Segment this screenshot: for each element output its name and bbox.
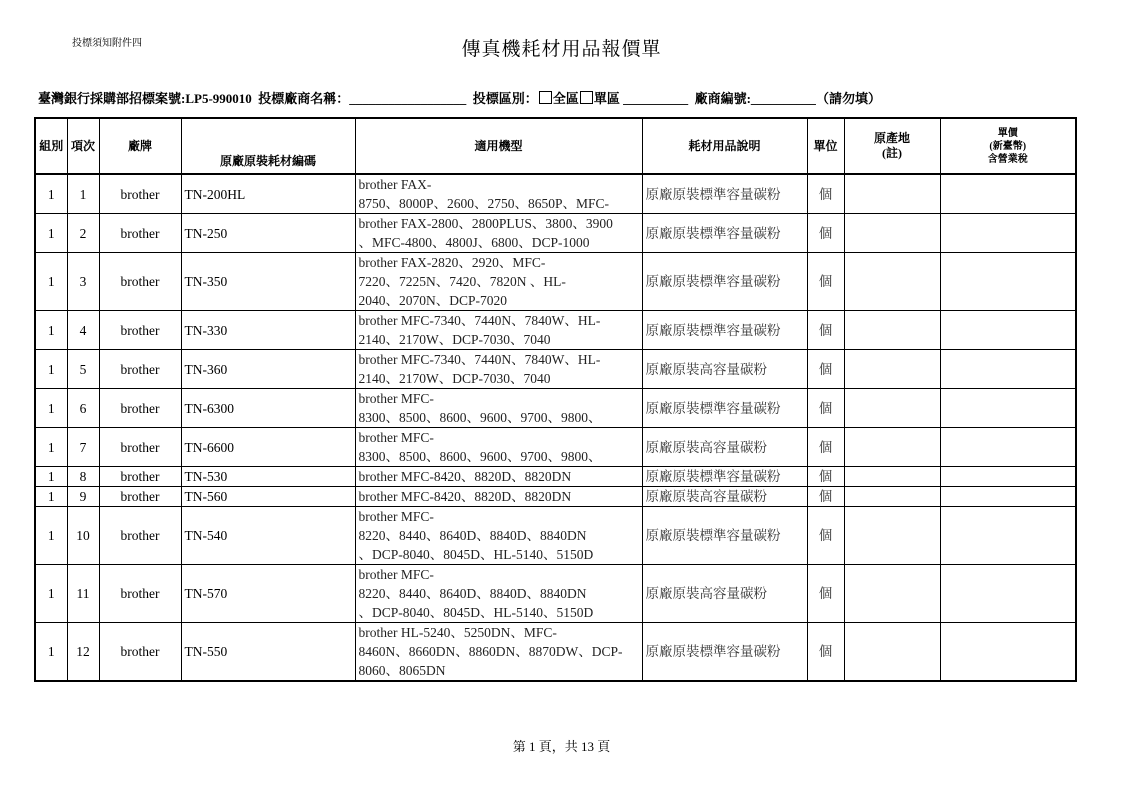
desc-cell: 原廠原裝高容量碳粉 [642, 350, 807, 389]
table-row [35, 174, 1076, 214]
model-line: 8460N、8660DN、8860DN、8870DW、DCP- [358, 644, 623, 659]
origin-cell [844, 565, 940, 623]
origin-cell [844, 311, 940, 350]
group-cell: 1 [35, 623, 67, 682]
header-price-line1: 單價 [997, 127, 1018, 139]
model-line: brother MFC-7340、7440N、7840W、HL- [358, 313, 601, 328]
desc-cell: 原廠原裝標準容量碳粉 [642, 467, 807, 487]
table-row [35, 214, 1076, 253]
origin-cell [844, 467, 940, 487]
group-cell: 1 [35, 311, 67, 350]
model-line: brother MFC- [358, 430, 434, 445]
brand-cell: brother [99, 623, 181, 682]
brand-cell: brother [99, 565, 181, 623]
code-cell: TN-250 [181, 214, 355, 253]
header-price [940, 118, 1076, 174]
group-cell: 1 [35, 350, 67, 389]
item-cell: 2 [67, 214, 99, 253]
model-line: 8750、8000P、2600、2750、8650P、MFC- [358, 196, 610, 211]
group-cell: 1 [35, 389, 67, 428]
header-group: 組別 [35, 118, 67, 174]
header-unit: 單位 [807, 118, 844, 174]
unit-cell: 個 [807, 467, 844, 487]
group-cell: 1 [35, 487, 67, 507]
models-cell [355, 623, 642, 682]
header-desc: 耗材用品說明 [642, 118, 807, 174]
origin-cell [844, 350, 940, 389]
model-line: 7220、7225N、7420、7820N 、HL- [358, 274, 566, 289]
table-row [35, 389, 1076, 428]
origin-cell [844, 428, 940, 467]
code-cell: TN-560 [181, 487, 355, 507]
model-line: brother MFC-8420、8820D、8820DN [358, 489, 572, 504]
price-cell [940, 174, 1076, 214]
header-origin-line1: 原產地 [873, 131, 910, 145]
header-brand: 廠牌 [99, 118, 181, 174]
unit-cell: 個 [807, 350, 844, 389]
price-cell [940, 350, 1076, 389]
brand-cell: brother [99, 428, 181, 467]
price-cell [940, 467, 1076, 487]
group-cell: 1 [35, 565, 67, 623]
origin-cell [844, 214, 940, 253]
price-cell [940, 311, 1076, 350]
brand-cell: brother [99, 389, 181, 428]
desc-cell: 原廠原裝標準容量碳粉 [642, 389, 807, 428]
desc-cell: 原廠原裝標準容量碳粉 [642, 214, 807, 253]
vendor-number-field: 廠商編號:__________ [688, 91, 816, 106]
price-cell [940, 253, 1076, 311]
origin-cell [844, 507, 940, 565]
item-cell: 5 [67, 350, 99, 389]
item-cell: 9 [67, 487, 99, 507]
model-line: 2040、2070N、DCP-7020 [358, 293, 508, 308]
model-line: brother FAX-2820、2920、MFC- [358, 255, 546, 270]
group-cell: 1 [35, 174, 67, 214]
desc-cell: 原廠原裝標準容量碳粉 [642, 623, 807, 682]
tender-info-line [38, 88, 881, 107]
code-cell: TN-570 [181, 565, 355, 623]
unit-cell: 個 [807, 565, 844, 623]
desc-cell: 原廠原裝標準容量碳粉 [642, 174, 807, 214]
header-price-line2: (新臺幣) [989, 140, 1027, 152]
price-cell [940, 214, 1076, 253]
brand-cell: brother [99, 253, 181, 311]
region-single-checkbox [580, 91, 593, 104]
models-cell [355, 214, 642, 253]
brand-cell: brother [99, 507, 181, 565]
table-row [35, 350, 1076, 389]
do-not-fill-note: （請勿填） [815, 91, 881, 106]
item-cell: 3 [67, 253, 99, 311]
model-line: 8060、8065DN [358, 663, 446, 678]
item-cell: 12 [67, 623, 99, 682]
header-item: 項次 [67, 118, 99, 174]
region-all-checkbox [539, 91, 552, 104]
unit-cell: 個 [807, 623, 844, 682]
group-cell: 1 [35, 214, 67, 253]
brand-cell: brother [99, 467, 181, 487]
models-cell [355, 350, 642, 389]
model-line: brother MFC- [358, 509, 434, 524]
region-label: 投標區別： [466, 91, 538, 106]
item-cell: 8 [67, 467, 99, 487]
model-line: brother FAX- [358, 177, 432, 192]
origin-cell [844, 487, 940, 507]
code-cell: TN-530 [181, 467, 355, 487]
code-cell: TN-540 [181, 507, 355, 565]
code-cell: TN-6600 [181, 428, 355, 467]
model-line: 8300、8500、8600、9600、9700、9800、 [358, 449, 602, 464]
region-single-label: 單區 [593, 91, 620, 106]
item-cell: 4 [67, 311, 99, 350]
table-row [35, 253, 1076, 311]
models-cell [355, 428, 642, 467]
table-row [35, 428, 1076, 467]
item-cell: 10 [67, 507, 99, 565]
table-row [35, 311, 1076, 350]
origin-cell [844, 174, 940, 214]
model-line: brother MFC- [358, 567, 434, 582]
model-line: brother HL-5240、5250DN、MFC- [358, 625, 557, 640]
table-row [35, 565, 1076, 623]
price-cell [940, 487, 1076, 507]
region-blank: __________ [619, 91, 689, 106]
page-footer: 第 1 頁，共 13 頁 [512, 739, 611, 754]
desc-cell: 原廠原裝高容量碳粉 [642, 428, 807, 467]
desc-cell: 原廠原裝高容量碳粉 [642, 487, 807, 507]
header-models: 適用機型 [355, 118, 642, 174]
item-cell: 6 [67, 389, 99, 428]
region-all-label: 全區 [552, 91, 579, 106]
desc-cell: 原廠原裝標準容量碳粉 [642, 311, 807, 350]
model-line: 、DCP-8040、8045D、HL-5140、5150D [358, 605, 594, 620]
table-row [35, 467, 1076, 487]
models-cell [355, 389, 642, 428]
price-cell [940, 565, 1076, 623]
table-row [35, 507, 1076, 565]
unit-cell: 個 [807, 174, 844, 214]
header-origin-line2: (註) [882, 146, 902, 160]
table-header-row [35, 118, 1076, 174]
brand-cell: brother [99, 214, 181, 253]
origin-cell [844, 389, 940, 428]
unit-cell: 個 [807, 487, 844, 507]
unit-cell: 個 [807, 389, 844, 428]
model-line: 2140、2170W、DCP-7030、7040 [358, 371, 551, 386]
group-cell: 1 [35, 467, 67, 487]
desc-cell: 原廠原裝標準容量碳粉 [642, 253, 807, 311]
code-cell: TN-330 [181, 311, 355, 350]
header-origin [844, 118, 940, 174]
price-cell [940, 507, 1076, 565]
group-cell: 1 [35, 428, 67, 467]
model-line: brother FAX-2800、2800PLUS、3800、3900 [358, 216, 613, 231]
unit-cell: 個 [807, 214, 844, 253]
desc-cell: 原廠原裝高容量碳粉 [642, 565, 807, 623]
vendor-name-field: 投標廠商名稱：__________________ [251, 91, 467, 106]
code-cell: TN-550 [181, 623, 355, 682]
origin-cell [844, 623, 940, 682]
table-row [35, 487, 1076, 507]
models-cell [355, 253, 642, 311]
brand-cell: brother [99, 311, 181, 350]
models-cell [355, 174, 642, 214]
header-code: 原廠原裝耗材編碼 [181, 118, 355, 174]
header-price-line3: 含營業稅 [987, 153, 1028, 165]
models-cell [355, 487, 642, 507]
item-cell: 7 [67, 428, 99, 467]
code-cell: TN-6300 [181, 389, 355, 428]
model-line: 8300、8500、8600、9600、9700、9800、 [358, 410, 602, 425]
model-line: brother MFC-7340、7440N、7840W、HL- [358, 352, 601, 367]
unit-cell: 個 [807, 253, 844, 311]
brand-cell: brother [99, 487, 181, 507]
unit-cell: 個 [807, 507, 844, 565]
model-line: 、MFC-4800、4800J、6800、DCP-1000 [358, 235, 590, 250]
case-number: 臺灣銀行採購部招標案號:LP5-990010 [38, 91, 252, 106]
models-cell [355, 311, 642, 350]
item-cell: 11 [67, 565, 99, 623]
unit-cell: 個 [807, 428, 844, 467]
models-cell [355, 507, 642, 565]
group-cell: 1 [35, 253, 67, 311]
models-cell [355, 565, 642, 623]
model-line: brother MFC-8420、8820D、8820DN [358, 469, 572, 484]
item-cell: 1 [67, 174, 99, 214]
brand-cell: brother [99, 350, 181, 389]
quotation-table [34, 117, 1077, 682]
table-row [35, 623, 1076, 682]
desc-cell: 原廠原裝標準容量碳粉 [642, 507, 807, 565]
model-line: 、DCP-8040、8045D、HL-5140、5150D [358, 547, 594, 562]
unit-cell: 個 [807, 311, 844, 350]
model-line: 8220、8440、8640D、8840D、8840DN [358, 528, 587, 543]
code-cell: TN-200HL [181, 174, 355, 214]
model-line: 8220、8440、8640D、8840D、8840DN [358, 586, 587, 601]
group-cell: 1 [35, 507, 67, 565]
code-cell: TN-360 [181, 350, 355, 389]
price-cell [940, 389, 1076, 428]
code-cell: TN-350 [181, 253, 355, 311]
price-cell [940, 428, 1076, 467]
model-line: 2140、2170W、DCP-7030、7040 [358, 332, 551, 347]
brand-cell: brother [99, 174, 181, 214]
page-title: 傳真機耗材用品報價單 [461, 39, 662, 60]
model-line: brother MFC- [358, 391, 434, 406]
origin-cell [844, 253, 940, 311]
attachment-note: 投標須知附件四 [72, 38, 142, 49]
price-cell [940, 623, 1076, 682]
models-cell [355, 467, 642, 487]
